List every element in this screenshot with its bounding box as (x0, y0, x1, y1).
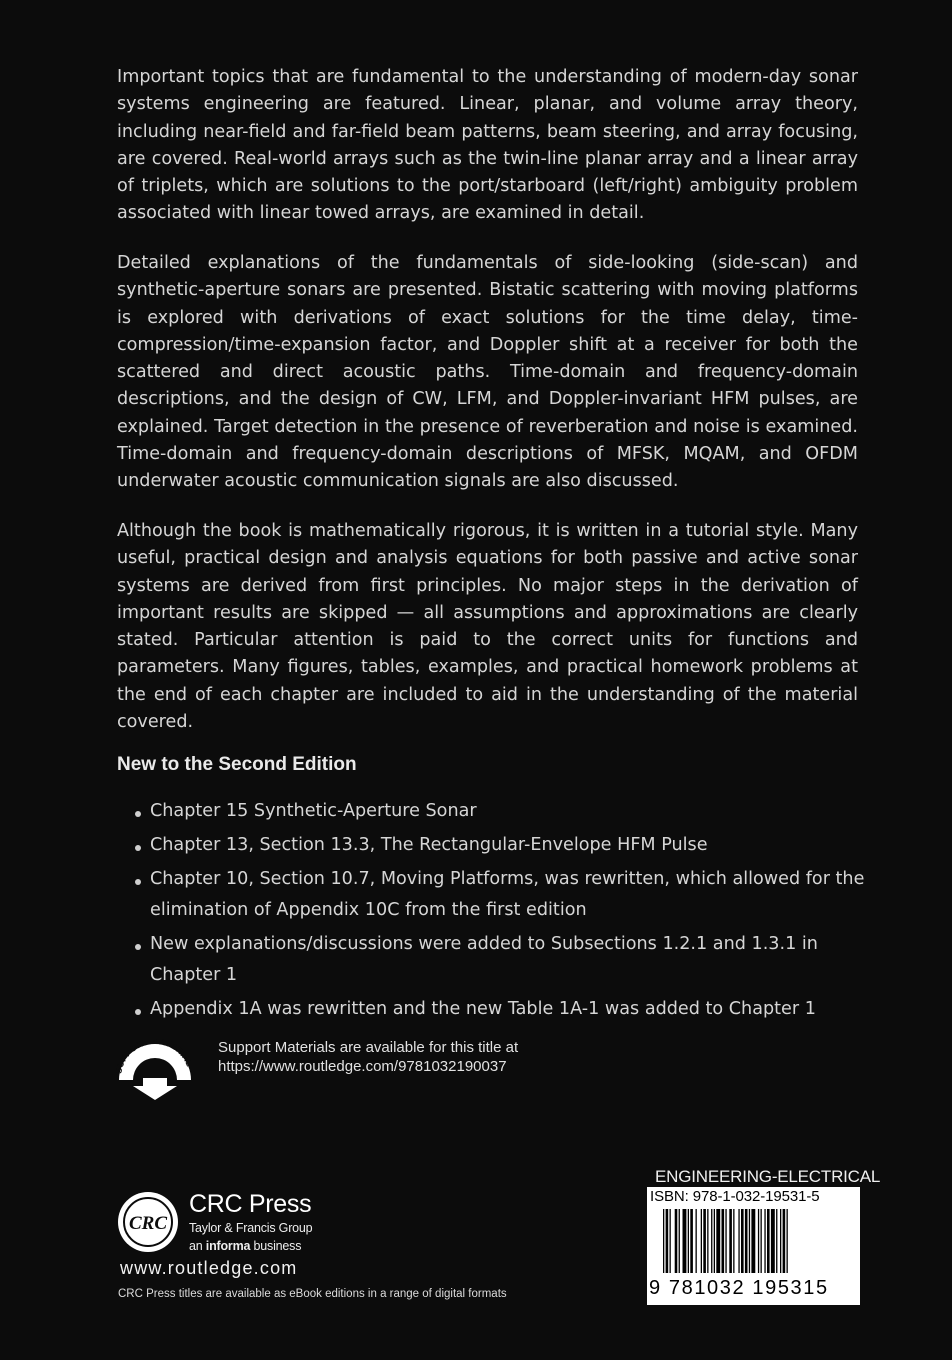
barcode-bar (679, 1209, 680, 1273)
barcode-bar (771, 1209, 775, 1273)
publisher-website[interactable]: www.routledge.com (120, 1258, 298, 1278)
barcode-bar (666, 1209, 669, 1273)
barcode-bar (764, 1209, 765, 1273)
publisher-group: Taylor & Francis Group (189, 1221, 313, 1235)
barcode-bar (670, 1209, 671, 1273)
barcode-digits: 9 781032 195315 (649, 1277, 829, 1299)
barcode-bar (733, 1209, 734, 1273)
list-item: Chapter 10, Section 10.7, Moving Platforms, was rewritten, which allowed for the elimination of Appendix 10C from the first edition (133, 864, 873, 926)
business-prefix: an (189, 1239, 203, 1253)
list-item: Chapter 13, Section 13.3, The Rectangular-Envelope HFM Pulse (133, 830, 873, 861)
publisher-name: CRC Press (189, 1190, 312, 1218)
subject-category: ENGINEERING-ELECTRICAL (655, 1167, 881, 1186)
barcode-bar (787, 1209, 788, 1273)
barcode-bar (703, 1209, 706, 1273)
barcode-bar (683, 1209, 687, 1273)
list-item: New explanations/discussions were added to Subsections 1.2.1 and 1.3.1 in Chapter 1 (133, 929, 873, 991)
support-line: Support Materials are available for this title at (218, 1039, 519, 1056)
crc-logo-text: CRC (128, 1213, 168, 1234)
barcode-bar (714, 1209, 715, 1273)
barcode-bar (722, 1209, 725, 1273)
support-material-download-icon (113, 1034, 197, 1102)
barcode-bar (701, 1209, 702, 1273)
barcode-bar (696, 1209, 697, 1273)
barcode-bar (745, 1209, 748, 1273)
support-badge-text: SUPPORT MATERIAL (113, 1035, 195, 1075)
barcode-bar (675, 1209, 678, 1273)
barcode-bar (707, 1209, 708, 1273)
barcode-bar (776, 1209, 777, 1273)
ebook-note: CRC Press titles are available as eBook editions in a range of digital formats (118, 1288, 507, 1300)
support-url[interactable]: https://www.routledge.com/9781032190037 (218, 1058, 507, 1075)
barcode-bar (725, 1209, 726, 1273)
barcode-bar (741, 1209, 744, 1273)
barcode-bar (729, 1209, 732, 1273)
barcode-bar (716, 1209, 720, 1273)
barcode-bar (780, 1209, 781, 1273)
body-paragraph-3: Although the book is mathematically rigorous, it is written in a tutorial style. Many useful, practical design and analysis equations for both passive and active sonar systems are derived from first principles. No major steps in the derivation of important results are skipped — all assumptions and approximations are clearly stated. Particular attention is paid to the correct units for functions and parameters. Many figures, tables, examples, and practical homework problems at the end of each chapter are included to aid in the understanding of the material covered. (117, 521, 858, 733)
list-item: Appendix 1A was rewritten and the new Table 1A-1 was added to Chapter 1 (133, 994, 873, 1025)
barcode-bar (711, 1209, 712, 1273)
crc-press-logo (117, 1191, 179, 1253)
barcode-bar (751, 1209, 755, 1273)
list-item: Chapter 15 Synthetic-Aperture Sonar (133, 796, 873, 827)
publisher-business (189, 1239, 301, 1253)
new-edition-list (133, 796, 873, 1028)
business-suffix: business (253, 1239, 302, 1253)
support-materials-note (218, 1038, 518, 1076)
barcode-bar (783, 1209, 786, 1273)
barcode-bar (749, 1209, 750, 1273)
barcode-bar (690, 1209, 693, 1273)
isbn-barcode (647, 1187, 860, 1305)
isbn-number: ISBN: 978-1-032-19531-5 (650, 1188, 820, 1205)
barcode-bar (688, 1209, 689, 1273)
business-brand: informa (205, 1239, 251, 1253)
barcode-bar (758, 1209, 759, 1273)
barcode-bar (738, 1209, 739, 1273)
new-edition-heading: New to the Second Edition (117, 754, 357, 775)
body-paragraph-2: Detailed explanations of the fundamentals of side-looking (side-scan) and synthetic-aperture sonars are presented. Bistatic scattering with moving platforms is explored with derivations of exact solutions for the time delay, time-compression/time-expansion factor, and Doppler shift at a receiver for both the scattered and direct acoustic paths. Time-domain and frequency-domain descriptions, and the design of CW, LFM, and Doppler-invariant HFM pulses, are explained. Target detection in the presence of reverberation and noise is examined. Time-domain and frequency-domain descriptions of MFSK, MQAM, and OFDM underwater acoustic communication signals are also discussed. (117, 253, 858, 492)
barcode-bars (663, 1209, 856, 1273)
barcode-bar (663, 1209, 664, 1273)
barcode-bar (767, 1209, 770, 1273)
body-paragraph-1: Important topics that are fundamental to the understanding of modern-day sonar systems engineering are featured. Linear, planar, and volume array theory, including near-field and far-field beam patterns, beam steering, and array focusing, are covered. Real-world arrays such as the twin-line planar array and a linear array of triplets, which are solutions to the port/starboard (left/right) ambiguity problem associated with linear towed arrays, are examined in detail. (117, 67, 858, 224)
barcode-bar (761, 1209, 762, 1273)
